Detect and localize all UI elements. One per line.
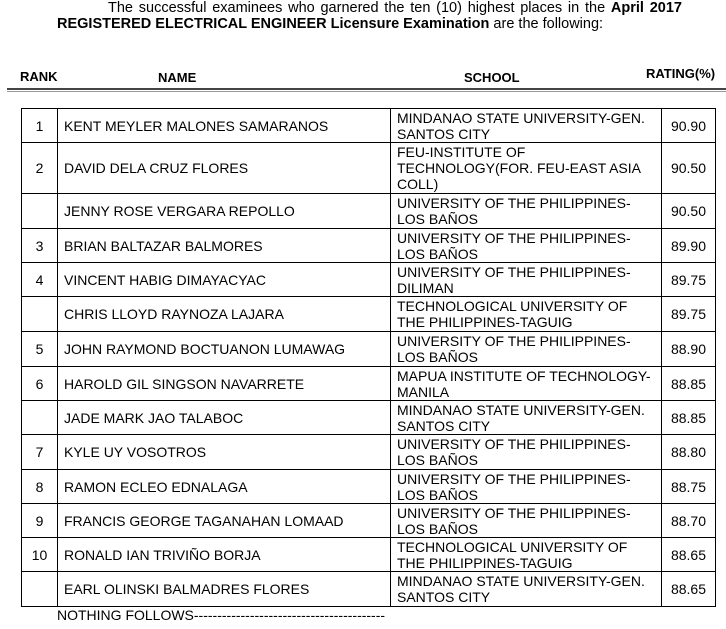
- header-school: SCHOOL: [464, 70, 520, 85]
- name-cell: FRANCIS GEORGE TAGANAHAN LOMAAD: [58, 504, 391, 538]
- rating-cell: 90.50: [662, 194, 716, 229]
- rating-cell: 90.50: [662, 143, 716, 194]
- school-cell: MINDANAO STATE UNIVERSITY-GEN. SANTOS CITY: [391, 401, 662, 435]
- table-row: [22, 435, 716, 470]
- intro-tail: are the following:: [489, 16, 604, 32]
- school-cell: UNIVERSITY OF THE PHILIPPINES-LOS BAÑOS: [391, 194, 662, 229]
- table-row: [22, 297, 716, 332]
- school-cell: UNIVERSITY OF THE PHILIPPINES-LOS BAÑOS: [391, 229, 662, 263]
- rank-cell: 3: [22, 229, 58, 263]
- rank-cell: 8: [22, 470, 58, 504]
- name-cell: EARL OLINSKI BALMADRES FLORES: [58, 572, 391, 607]
- rating-cell: 88.75: [662, 470, 716, 504]
- school-cell: MINDANAO STATE UNIVERSITY-GEN. SANTOS CITY: [391, 109, 662, 143]
- table-row: [22, 538, 716, 572]
- nothing-follows: NOTHING FOLLOWS-----------------------------------------: [57, 607, 386, 623]
- name-cell: CHRIS LLOYD RAYNOZA LAJARA: [58, 297, 391, 332]
- rank-cell: [22, 572, 58, 607]
- table-row: [22, 194, 716, 229]
- rank-cell: [22, 194, 58, 229]
- exam-title: April 2017 REGISTERED ELECTRICAL ENGINEER Licensure Examination: [57, 0, 682, 32]
- school-cell: TECHNOLOGICAL UNIVERSITY OF THE PHILIPPINES-TAGUIG: [391, 538, 662, 572]
- rank-cell: 10: [22, 538, 58, 572]
- rank-cell: 5: [22, 332, 58, 367]
- school-cell: FEU-INSTITUTE OF TECHNOLOGY(FOR. FEU-EAST ASIA COLL): [391, 143, 662, 194]
- rating-cell: 89.90: [662, 229, 716, 263]
- table-row: [22, 504, 716, 538]
- rank-cell: 6: [22, 367, 58, 401]
- name-cell: DAVID DELA CRUZ FLORES: [58, 143, 391, 194]
- rank-cell: 4: [22, 263, 58, 297]
- intro-paragraph: [57, 0, 682, 32]
- name-cell: JADE MARK JAO TALABOC: [58, 401, 391, 435]
- school-cell: UNIVERSITY OF THE PHILIPPINES-LOS BAÑOS: [391, 332, 662, 367]
- name-cell: RAMON ECLEO EDNALAGA: [58, 470, 391, 504]
- rating-cell: 90.90: [662, 109, 716, 143]
- name-cell: RONALD IAN TRIVIÑO BORJA: [58, 538, 391, 572]
- rating-cell: 88.65: [662, 538, 716, 572]
- table-row: [22, 109, 716, 143]
- header-rank: RANK: [20, 69, 58, 84]
- results-table: [21, 108, 716, 607]
- name-cell: JOHN RAYMOND BOCTUANON LUMAWAG: [58, 332, 391, 367]
- school-cell: UNIVERSITY OF THE PHILIPPINES-DILIMAN: [391, 263, 662, 297]
- school-cell: MINDANAO STATE UNIVERSITY-GEN. SANTOS CITY: [391, 572, 662, 607]
- table-row: [22, 470, 716, 504]
- name-cell: VINCENT HABIG DIMAYACYAC: [58, 263, 391, 297]
- header-rating: RATING(%): [646, 66, 716, 81]
- school-cell: UNIVERSITY OF THE PHILIPPINES-LOS BAÑOS: [391, 435, 662, 470]
- rank-cell: [22, 297, 58, 332]
- rating-cell: 89.75: [662, 297, 716, 332]
- rating-cell: 88.85: [662, 367, 716, 401]
- rank-cell: 1: [22, 109, 58, 143]
- rank-cell: 2: [22, 143, 58, 194]
- table-row: [22, 367, 716, 401]
- rating-cell: 88.85: [662, 401, 716, 435]
- table-row: [22, 263, 716, 297]
- rating-cell: 89.75: [662, 263, 716, 297]
- rank-cell: 9: [22, 504, 58, 538]
- school-cell: UNIVERSITY OF THE PHILIPPINES-LOS BAÑOS: [391, 504, 662, 538]
- intro-text: The successful examinees who garnered the ten (10) highest places in the: [108, 0, 606, 16]
- school-cell: MAPUA INSTITUTE OF TECHNOLOGY-MANILA: [391, 367, 662, 401]
- table-row: [22, 332, 716, 367]
- table-row: [22, 143, 716, 194]
- name-cell: JENNY ROSE VERGARA REPOLLO: [58, 194, 391, 229]
- header-divider: [7, 88, 726, 92]
- name-cell: KENT MEYLER MALONES SAMARANOS: [58, 109, 391, 143]
- rank-cell: [22, 401, 58, 435]
- rating-cell: 88.70: [662, 504, 716, 538]
- school-cell: UNIVERSITY OF THE PHILIPPINES-LOS BAÑOS: [391, 470, 662, 504]
- name-cell: BRIAN BALTAZAR BALMORES: [58, 229, 391, 263]
- name-cell: HAROLD GIL SINGSON NAVARRETE: [58, 367, 391, 401]
- rating-cell: 88.65: [662, 572, 716, 607]
- rank-cell: 7: [22, 435, 58, 470]
- table-row: [22, 401, 716, 435]
- name-cell: KYLE UY VOSOTROS: [58, 435, 391, 470]
- header-name: NAME: [158, 70, 197, 85]
- table-row: [22, 229, 716, 263]
- rating-cell: 88.80: [662, 435, 716, 470]
- rating-cell: 88.90: [662, 332, 716, 367]
- table-row: [22, 572, 716, 607]
- school-cell: TECHNOLOGICAL UNIVERSITY OF THE PHILIPPINES-TAGUIG: [391, 297, 662, 332]
